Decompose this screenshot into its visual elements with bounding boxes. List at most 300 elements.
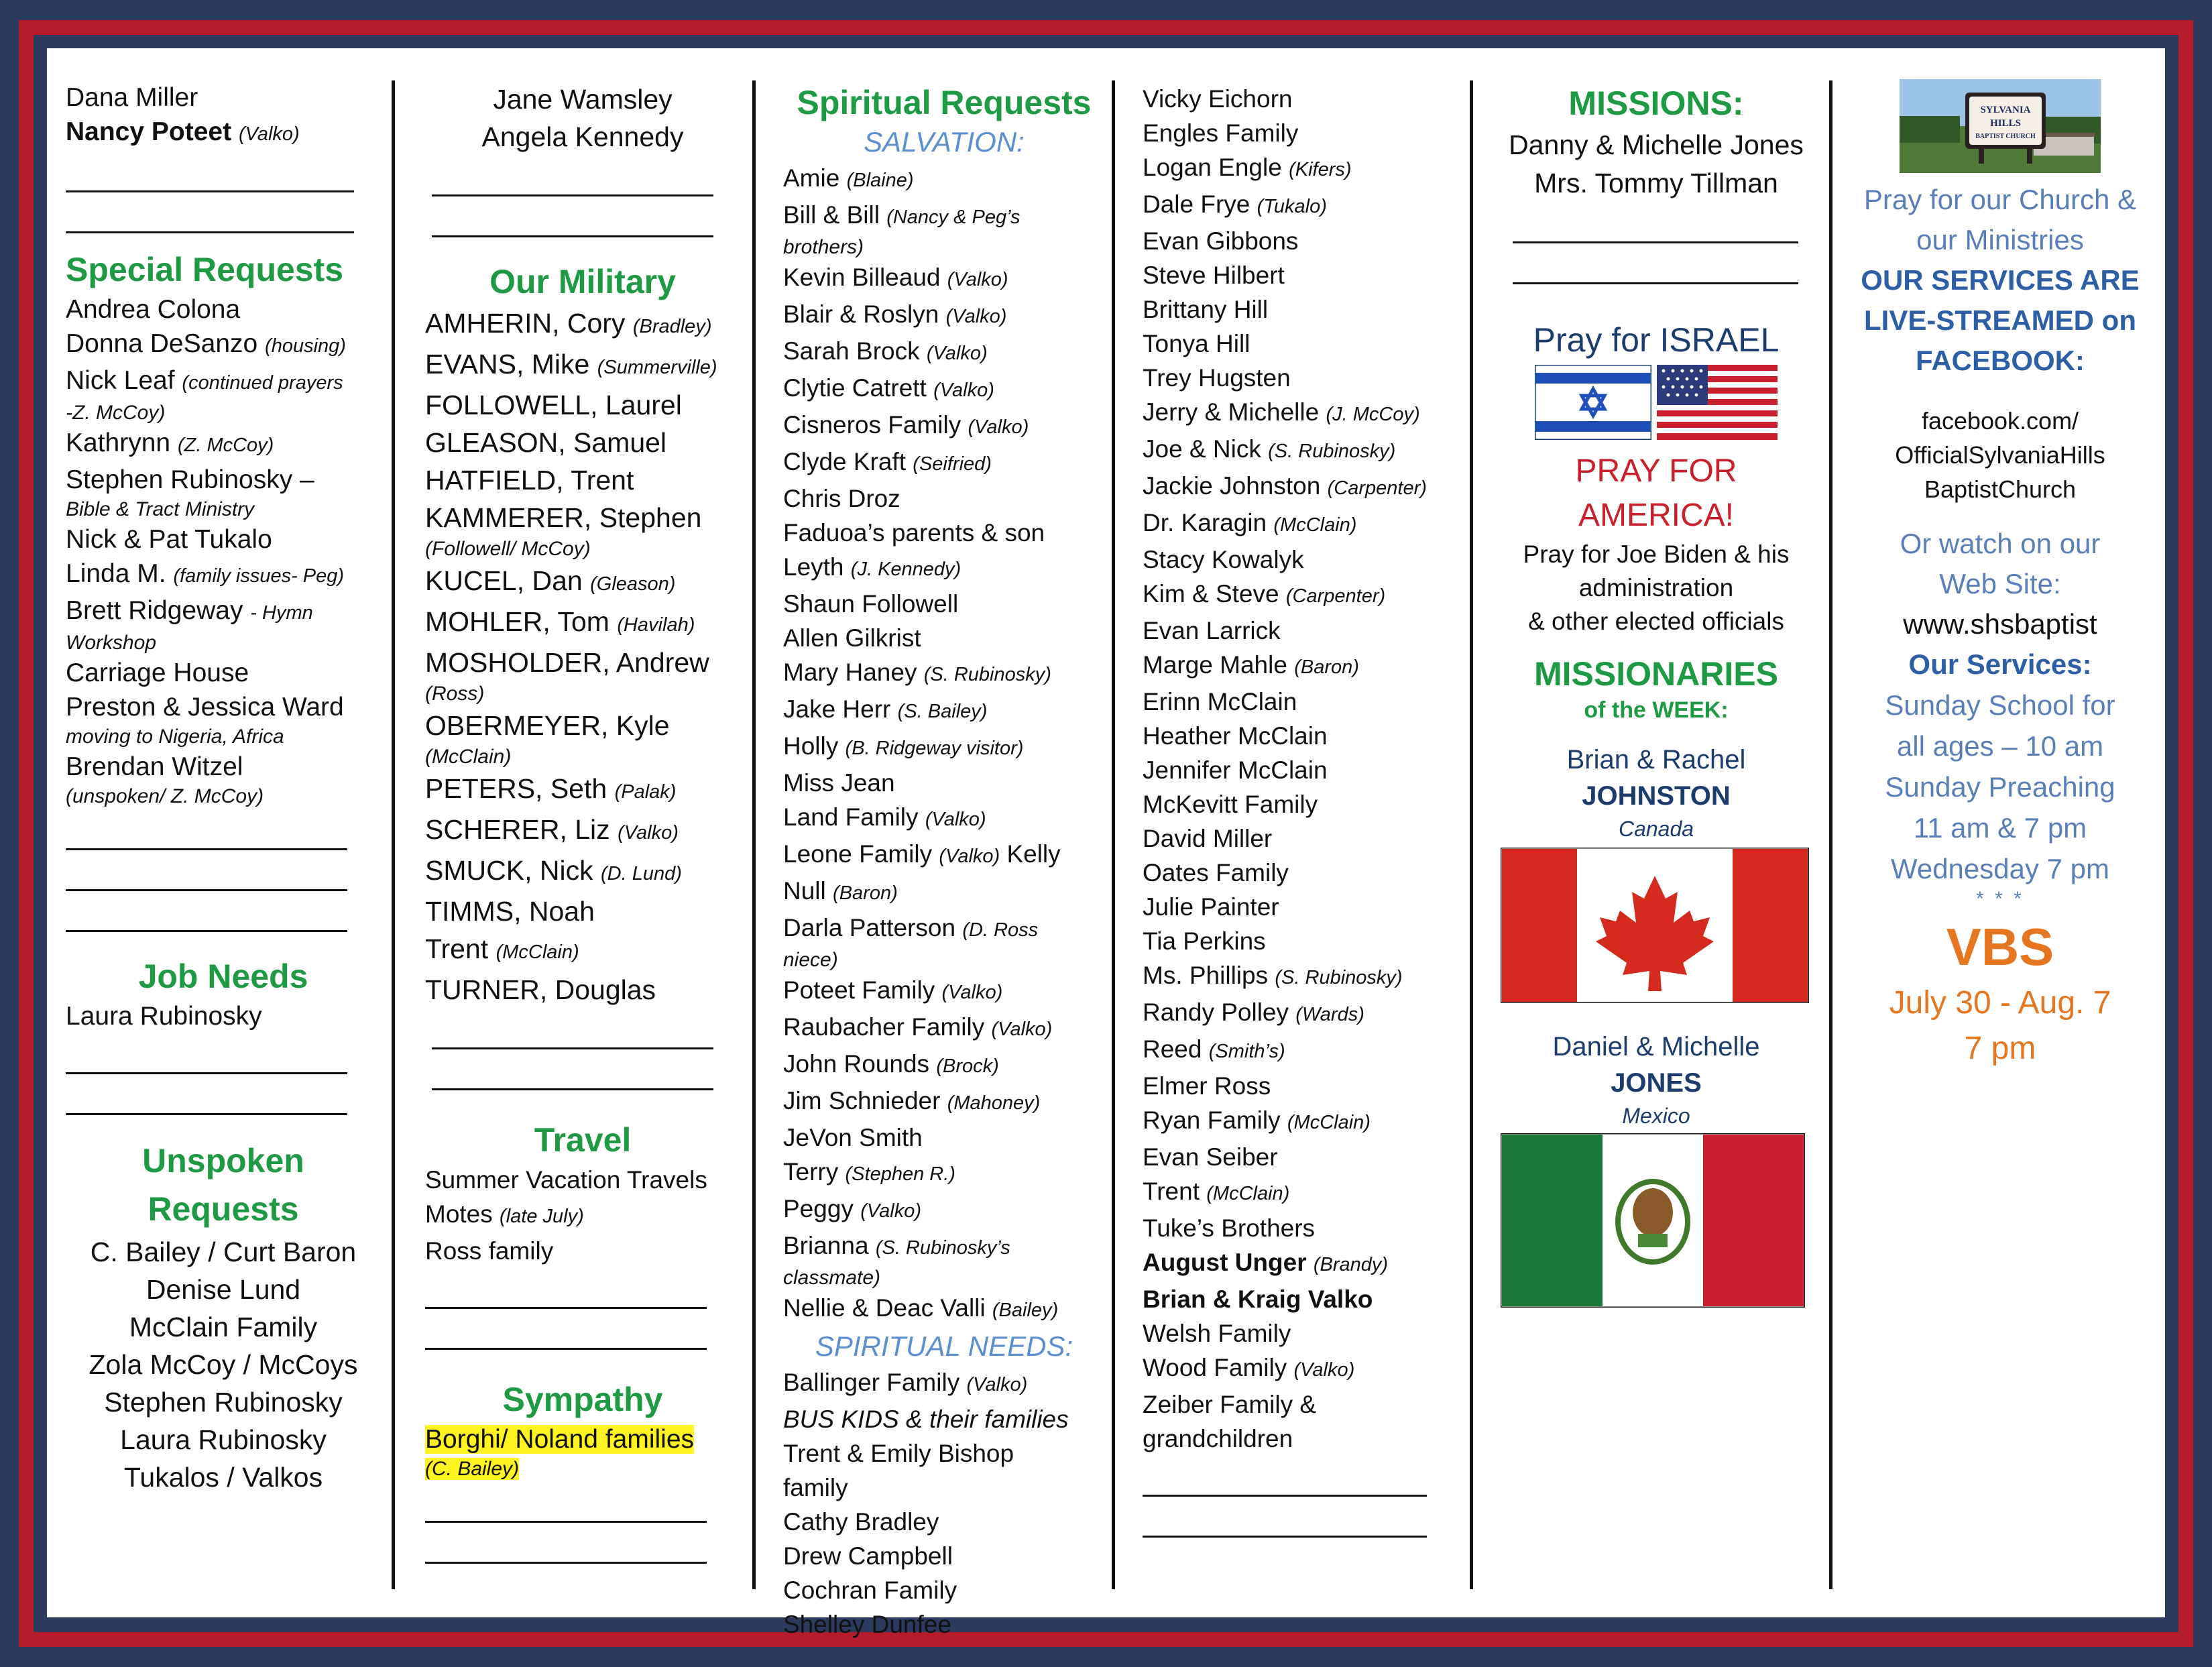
item-name: Vicky Eichorn — [1143, 85, 1293, 113]
list-item — [66, 426, 381, 463]
item-name: David Miller — [1143, 825, 1273, 852]
item-note: (S. Rubinosky) — [1275, 967, 1403, 988]
item-name: August Unger — [1143, 1249, 1307, 1276]
list-item — [783, 587, 1105, 621]
item-note: (Mahoney) — [947, 1092, 1041, 1114]
bulletin-page — [47, 48, 2165, 1638]
list-item — [1143, 1245, 1464, 1282]
list-item: Zola McCoy / McCoys — [89, 1349, 358, 1380]
list-item — [783, 1505, 1105, 1539]
item-name: Engles Family — [1143, 119, 1299, 147]
item-name: Elmer Ross — [1143, 1072, 1271, 1100]
list-item: Angela Kennedy — [481, 121, 684, 152]
item-name: Amie — [783, 164, 840, 192]
item-name: Shelley Dunfee — [783, 1611, 951, 1638]
list-item — [1143, 856, 1464, 890]
list-item — [783, 973, 1105, 1010]
list-item — [425, 852, 740, 893]
list-item: Tukalos / Valkos — [123, 1462, 323, 1493]
list-item — [425, 603, 740, 644]
item-note: (J. McCoy) — [1326, 404, 1420, 425]
list-item — [425, 1234, 740, 1268]
item-note-continued: Bible & Tract Ministry — [66, 498, 255, 520]
blank-line — [66, 850, 347, 891]
list-item — [783, 481, 1105, 516]
item-note-continued: niece) — [783, 949, 838, 971]
list-item — [425, 499, 740, 536]
list-item — [1143, 187, 1464, 224]
item-note: (Valko) — [968, 416, 1029, 438]
missionary-2-surname: JONES — [1611, 1068, 1702, 1098]
item-note: (Blaine) — [846, 170, 914, 191]
item-name: Ross family — [425, 1237, 554, 1265]
item-name: Clyde Kraft — [783, 448, 907, 475]
column-3 — [783, 82, 1105, 1642]
item-note: (McClain) — [1273, 514, 1357, 536]
item-note: (Valko) — [925, 809, 986, 830]
item-note: (McClain) — [1287, 1112, 1371, 1133]
blank-line — [425, 1482, 707, 1523]
item-note: (Valko) — [966, 1374, 1028, 1395]
item-name: Andrea Colona — [66, 295, 241, 324]
list-item: all ages – 10 am — [1896, 730, 2104, 762]
item-name: Logan Engle — [1143, 154, 1282, 181]
list-item — [66, 690, 381, 724]
list-item — [783, 371, 1105, 408]
list-item — [1143, 648, 1464, 685]
item-name: Summer Vacation Travels — [425, 1166, 707, 1194]
item-note: (Baron) — [1294, 656, 1359, 678]
item-name: Jackie Johnston — [1143, 472, 1321, 500]
list-item — [66, 292, 381, 327]
item-name: Erinn McClain — [1143, 688, 1297, 715]
item-name: Faduoa’s parents & son — [783, 519, 1045, 547]
blank-line — [66, 152, 354, 192]
item-name: Tia Perkins — [1143, 927, 1266, 955]
list-item — [1143, 469, 1464, 506]
list-item — [1143, 224, 1464, 258]
column-divider — [1470, 80, 1473, 1589]
list-item — [1143, 787, 1464, 821]
list-item: Sunday Preaching — [1885, 771, 2115, 803]
item-name: Nancy Poteet — [66, 117, 232, 146]
item-name: Brett Ridgeway — [66, 596, 243, 625]
blank-line — [1513, 243, 1798, 284]
item-name: Tonya Hill — [1143, 330, 1250, 357]
item-name: Oates Family — [1143, 859, 1289, 886]
missions-heading: MISSIONS: — [1568, 84, 1744, 122]
salvation-list — [783, 161, 1105, 1328]
list-item — [783, 1607, 1105, 1642]
item-name-continued: Kelly — [1006, 840, 1061, 868]
item-note: (Z. McCoy) — [177, 435, 274, 456]
list-item — [783, 655, 1105, 692]
item-name: Wood Family — [1143, 1354, 1287, 1381]
list-item — [1143, 292, 1464, 327]
list-item — [425, 770, 740, 811]
item-note: (Seifried) — [913, 453, 992, 475]
list-item — [783, 1402, 1105, 1436]
missionary-2-name: Daniel & Michelle — [1552, 1032, 1760, 1061]
item-name: family — [783, 1474, 848, 1501]
item-name: Jerry & Michelle — [1143, 398, 1320, 426]
live-stream-text — [1851, 260, 2150, 381]
column-6 — [1851, 79, 2150, 1072]
list-item — [425, 644, 740, 681]
list-item — [425, 930, 740, 971]
item-name: Poteet Family — [783, 976, 935, 1004]
item-name: Null — [783, 877, 826, 905]
item-note: - Hymn — [250, 602, 313, 624]
list-item: administration — [1578, 574, 1734, 601]
list-item: 11 am & 7 pm — [1913, 812, 2087, 844]
item-name: Trey Hugsten — [1143, 364, 1291, 392]
item-name: AMHERIN, Cory — [425, 308, 626, 339]
item-note: (Valko) — [991, 1019, 1053, 1040]
item-note: (Bailey) — [992, 1300, 1059, 1321]
item-name: Cochran Family — [783, 1576, 957, 1604]
list-item — [1143, 116, 1464, 150]
column-divider — [1829, 80, 1832, 1589]
item-name: Evan Larrick — [1143, 617, 1281, 644]
list-item — [1143, 890, 1464, 924]
list-item — [66, 463, 381, 497]
item-name: Nellie & Deac Valli — [783, 1294, 986, 1322]
item-note: (family issues- Peg) — [173, 565, 345, 587]
item-note: (Valko) — [926, 343, 988, 364]
top-names-list — [66, 80, 381, 152]
list-item — [783, 1120, 1105, 1155]
list-item — [783, 1471, 1105, 1505]
list-item — [425, 893, 740, 930]
list-item — [783, 516, 1105, 550]
item-name: HATFIELD, Trent — [425, 465, 634, 496]
church-sign-text-1: SYLVANIA — [1980, 105, 2031, 115]
pray-officials-text — [1501, 538, 1812, 638]
item-note-continued: (Ross) — [425, 683, 485, 705]
item-note: (B. Ridgeway visitor) — [845, 738, 1024, 759]
list-item — [783, 837, 1105, 874]
column-1 — [66, 80, 381, 1496]
item-note: (J. Kennedy) — [850, 559, 962, 580]
list-item — [425, 1197, 740, 1234]
blank-line — [1143, 1497, 1427, 1538]
item-note: (housing) — [265, 335, 346, 357]
list-item — [783, 1436, 1105, 1471]
facebook-link[interactable] — [1851, 404, 2150, 506]
website-link[interactable]: www.shsbaptist — [1903, 608, 2097, 640]
item-note: (Brock) — [936, 1055, 999, 1077]
item-name: Julie Painter — [1143, 893, 1279, 921]
list-item — [783, 1365, 1105, 1402]
list-item — [783, 161, 1105, 198]
unspoken-heading — [66, 1137, 381, 1233]
list-item — [1143, 1140, 1464, 1174]
list-item — [783, 260, 1105, 297]
item-note: (Palak) — [614, 781, 677, 803]
item-note-continued: (Followell/ McCoy) — [425, 538, 591, 560]
item-name: KUCEL, Dan — [425, 565, 583, 596]
item-note: (Nancy & Peg’s — [886, 207, 1021, 228]
pray-church-line: Pray for our Church & — [1863, 184, 2137, 215]
item-name: Reed — [1143, 1035, 1202, 1063]
item-name: Miss Jean — [783, 769, 895, 797]
unspoken-list — [66, 1233, 381, 1496]
item-name: TURNER, Douglas — [425, 974, 656, 1005]
top-names-list — [425, 80, 740, 156]
item-name: Welsh Family — [1143, 1320, 1291, 1347]
list-item: Stephen Rubinosky — [104, 1387, 343, 1418]
item-name: Marge Mahle — [1143, 651, 1287, 679]
item-note: (Tukalo) — [1257, 196, 1327, 217]
missionary-1-surname: JOHNSTON — [1582, 781, 1731, 811]
list-item — [66, 115, 381, 152]
pray-for-america — [1501, 449, 1812, 538]
list-item — [1143, 1069, 1464, 1103]
item-note: (Brandy) — [1313, 1254, 1389, 1275]
item-note: (S. Rubinosky) — [1268, 441, 1396, 462]
list-item — [1143, 542, 1464, 577]
list-item — [1143, 614, 1464, 648]
list-item: Wednesday 7 pm — [1890, 853, 2110, 884]
church-sign-text-3: BAPTIST CHURCH — [1975, 133, 2036, 140]
list-item — [66, 593, 381, 630]
item-note: (D. Ross — [962, 919, 1039, 941]
spiritual-needs-heading: SPIRITUAL NEEDS: — [815, 1330, 1073, 1362]
unspoken-heading-line: Unspoken — [142, 1142, 304, 1180]
item-note: (Stephen R.) — [845, 1163, 955, 1185]
spiritual-needs-list — [783, 1365, 1105, 1642]
item-note-continued: -Z. McCoy) — [66, 402, 166, 424]
item-name: Drew Campbell — [783, 1542, 953, 1570]
list-item — [425, 424, 740, 461]
list-item — [66, 750, 381, 784]
item-name: Leyth — [783, 553, 844, 581]
item-name: Carriage House — [66, 658, 249, 687]
sympathy-note: (C. Bailey) — [425, 1458, 520, 1480]
list-item — [1143, 1174, 1464, 1211]
item-note: (McClain) — [1206, 1183, 1290, 1204]
list-item: Mrs. Tommy Tillman — [1534, 168, 1778, 198]
column-2 — [425, 80, 740, 1564]
item-note: (Valko) — [933, 380, 994, 401]
list-item — [1143, 821, 1464, 856]
item-name: GLEASON, Samuel — [425, 427, 667, 458]
item-name: Nick Leaf — [66, 366, 175, 395]
sympathy-entry — [425, 1422, 740, 1482]
item-name: Leone Family — [783, 840, 933, 868]
item-name: Tuke’s Brothers — [1143, 1214, 1316, 1242]
list-item — [783, 874, 1105, 911]
item-name: Shaun Followell — [783, 590, 959, 618]
watch-website-line: Web Site: — [1939, 568, 2061, 599]
israel-flag-icon — [1535, 365, 1651, 440]
item-name: Jennifer McClain — [1143, 756, 1328, 784]
vbs-time: 7 pm — [1964, 1031, 2036, 1066]
item-note-continued: Workshop — [66, 632, 157, 654]
item-name: Joe & Nick — [1143, 435, 1261, 463]
item-name: SCHERER, Liz — [425, 814, 610, 845]
item-note: (Valko) — [939, 846, 1000, 867]
blank-line — [66, 1074, 347, 1115]
list-item — [1143, 753, 1464, 787]
item-name: Trent — [1143, 1177, 1200, 1205]
item-name: Jim Schnieder — [783, 1087, 941, 1114]
item-name: Land Family — [783, 803, 919, 831]
item-name: Cathy Bradley — [783, 1508, 939, 1536]
item-name: Dr. Karagin — [1143, 509, 1267, 536]
blank-line — [66, 891, 347, 932]
list-item — [1143, 150, 1464, 187]
missions-list — [1501, 126, 1812, 203]
item-note: (Summerville) — [597, 357, 717, 378]
missionaries-subheading: of the WEEK: — [1584, 697, 1729, 723]
item-name: Ballinger Family — [783, 1369, 960, 1396]
item-name: Stephen Rubinosky – — [66, 465, 314, 494]
us-flag-icon — [1657, 365, 1778, 440]
item-note: (Valko) — [947, 269, 1008, 290]
blank-line — [432, 1049, 713, 1090]
list-item — [1143, 1211, 1464, 1245]
column-divider — [752, 80, 756, 1589]
list-item — [1143, 1103, 1464, 1140]
item-name: Dana Miller — [66, 83, 198, 112]
list-item — [425, 811, 740, 852]
unspoken-heading-line: Requests — [148, 1190, 299, 1228]
sympathy-name: Borghi/ Noland families — [425, 1425, 695, 1454]
list-item — [1143, 506, 1464, 542]
blank-line — [1143, 1456, 1427, 1497]
list-item — [783, 729, 1105, 766]
item-name: Randy Polley — [1143, 998, 1289, 1026]
stars-separator: * * * — [1976, 888, 2024, 910]
item-name: MOSHOLDER, Andrew — [425, 647, 709, 678]
live-stream-line: LIVE-STREAMED on — [1864, 304, 2136, 336]
list-item — [1143, 327, 1464, 361]
item-note: (Gleason) — [590, 573, 676, 595]
item-name: Kevin Billeaud — [783, 264, 941, 291]
pray-church-line: our Ministries — [1916, 224, 2084, 255]
pray-church-text — [1851, 180, 2150, 260]
item-name: Evan Seiber — [1143, 1143, 1278, 1171]
list-item: Sunday School for — [1885, 689, 2115, 721]
item-name: Bill & Bill — [783, 201, 880, 229]
vbs-heading: VBS — [1946, 917, 2054, 976]
canada-flag-icon — [1501, 848, 1809, 1003]
list-item — [1143, 958, 1464, 995]
special-requests-heading: Special Requests — [66, 251, 344, 288]
list-item — [783, 1228, 1105, 1265]
list-item — [1143, 82, 1464, 116]
item-name: Trent — [425, 933, 489, 964]
church-sign-photo — [1900, 79, 2101, 173]
list-item — [783, 445, 1105, 481]
list-item — [1143, 258, 1464, 292]
live-stream-line: FACEBOOK: — [1916, 345, 2085, 376]
watch-website-text — [1851, 524, 2150, 604]
sympathy-heading: Sympathy — [502, 1381, 663, 1418]
list-item — [1143, 995, 1464, 1032]
item-name: Stacy Kowalyk — [1143, 546, 1304, 573]
item-note: (Carpenter) — [1285, 585, 1386, 607]
item-name: Evan Gibbons — [1143, 227, 1299, 255]
blank-line — [66, 1033, 347, 1074]
item-name: Brittany Hill — [1143, 296, 1269, 323]
blank-line — [425, 1268, 707, 1309]
list-item — [1143, 361, 1464, 395]
item-name: Allen Gilkrist — [783, 624, 921, 652]
list-item — [783, 1539, 1105, 1573]
list-item — [1143, 1422, 1464, 1456]
list-item — [783, 550, 1105, 587]
list-item — [66, 327, 381, 363]
list-item — [783, 766, 1105, 800]
item-note: (Valko) — [618, 822, 679, 844]
item-name: JeVon Smith — [783, 1124, 923, 1151]
item-note: (D. Lund) — [600, 863, 682, 884]
missionary-1-name: Brian & Rachel — [1566, 745, 1746, 774]
list-item — [425, 1163, 740, 1197]
item-name: Mary Haney — [783, 658, 917, 686]
facebook-link-line: OfficialSylvaniaHills — [1895, 441, 2105, 469]
military-list — [425, 304, 740, 1009]
item-name: John Rounds — [783, 1050, 930, 1078]
facebook-link-line: BaptistChurch — [1924, 475, 2077, 503]
list-item — [1143, 1282, 1464, 1316]
item-name: Sarah Brock — [783, 337, 920, 365]
item-name: Peggy — [783, 1195, 854, 1222]
list-item — [425, 562, 740, 603]
mexico-flag-icon — [1501, 1133, 1805, 1308]
item-name: OBERMEYER, Kyle — [425, 710, 670, 741]
column-5 — [1501, 80, 1812, 1308]
list-item — [425, 386, 740, 424]
item-note: (McClain) — [496, 941, 579, 963]
item-name: BUS KIDS & their families — [783, 1405, 1069, 1433]
list-item — [1143, 432, 1464, 469]
item-note: (Carpenter) — [1327, 477, 1427, 499]
facebook-link-line: facebook.com/ — [1921, 407, 2079, 435]
item-name: Chris Droz — [783, 485, 900, 512]
services-list — [1851, 685, 2150, 889]
list-item: Denise Lund — [145, 1274, 301, 1305]
item-name: EVANS, Mike — [425, 349, 590, 380]
list-item — [783, 408, 1105, 445]
item-note: (continued prayers — [182, 372, 343, 394]
item-name: Brendan Witzel — [66, 752, 243, 781]
list-item — [66, 522, 381, 557]
blank-line — [425, 1309, 707, 1350]
item-name: Ryan Family — [1143, 1106, 1281, 1134]
item-name: Holly — [783, 732, 839, 760]
item-note: (Havilah) — [617, 614, 695, 636]
list-item — [66, 557, 381, 593]
item-name: TIMMS, Noah — [425, 896, 595, 927]
live-stream-line: OUR SERVICES ARE — [1861, 264, 2140, 296]
missionaries-heading: MISSIONARIES — [1534, 655, 1778, 693]
list-item — [1143, 685, 1464, 719]
list-item — [783, 334, 1105, 371]
item-note-continued: classmate) — [783, 1267, 881, 1289]
list-item — [1143, 577, 1464, 614]
item-note: (S. Bailey) — [897, 701, 988, 722]
item-name: Terry — [783, 1158, 839, 1186]
list-item — [1143, 395, 1464, 432]
column-4 — [1143, 82, 1464, 1538]
missionary-2-country: Mexico — [1622, 1104, 1690, 1128]
pray-for-america-line: AMERICA! — [1578, 498, 1735, 533]
special-requests-list — [66, 292, 381, 809]
